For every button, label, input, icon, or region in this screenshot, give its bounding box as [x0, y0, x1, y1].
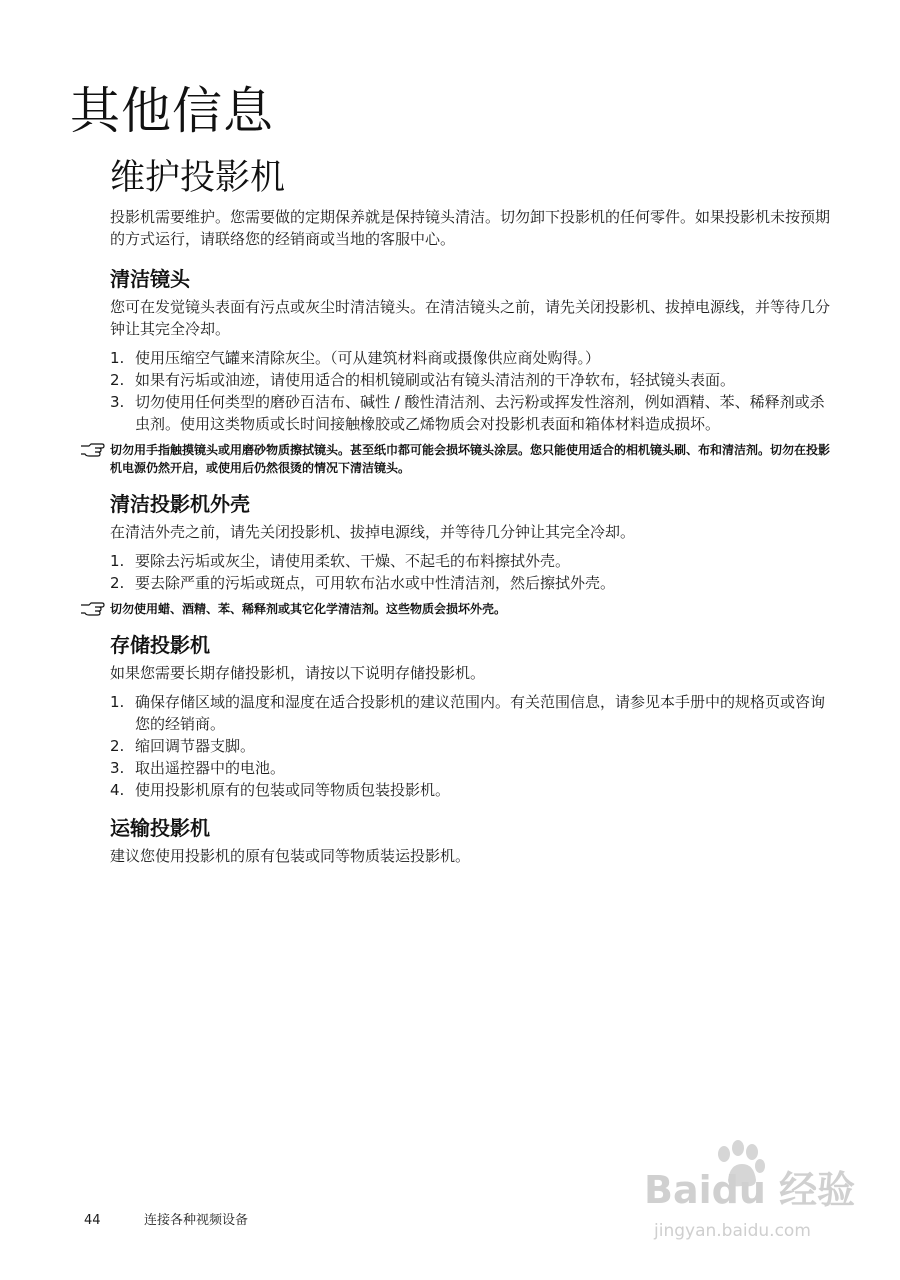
list-item: [110, 550, 832, 572]
section-title: 维护投影机: [110, 158, 286, 198]
baidu-watermark: [644, 1140, 856, 1250]
step-text: 确保存储区域的温度和湿度在适合投影机的建议范围内。有关范围信息，请参见本手册中的规格页或咨询您的经销商。: [135, 693, 826, 733]
transport-heading: 运输投影机: [110, 816, 210, 840]
storage-steps: [110, 691, 832, 801]
step-number: 3.: [110, 393, 125, 411]
pointing-hand-icon: [80, 600, 108, 616]
step-text: 要除去污垢或灰尘，请使用柔软、干燥、不起毛的布料擦拭外壳。: [135, 552, 571, 570]
chapter-title: 其他信息: [70, 82, 274, 140]
step-text: 切勿使用任何类型的磨砂百洁布、碱性 / 酸性清洁剂、去污粉或挥发性溶剂，例如酒精、苯、稀释剂或杀虫剂。使用这类物质或长时间接触橡胶或乙烯物质会对投影机表面和箱体材料造成损坏。: [135, 393, 825, 433]
watermark-logo: Baidu 经验: [644, 1168, 856, 1212]
step-number: 1.: [110, 552, 125, 570]
storage-intro: 如果您需要长期存储投影机，请按以下说明存储投影机。: [110, 664, 486, 682]
step-text: 使用压缩空气罐来清除灰尘。（可从建筑材料商或摄像供应商处购得。）: [135, 349, 601, 367]
step-number: 1.: [110, 693, 125, 711]
step-text: 要去除严重的污垢或斑点，可用软布沾水或中性清洁剂，然后擦拭外壳。: [135, 574, 616, 592]
step-number: 1.: [110, 349, 125, 367]
list-item: [110, 347, 832, 369]
step-number: 2.: [110, 371, 125, 389]
list-item: [110, 757, 832, 779]
step-text: 取出遥控器中的电池。: [135, 759, 286, 777]
step-number: 4.: [110, 781, 125, 799]
list-item: [110, 369, 832, 391]
case-intro: 在清洁外壳之前，请先关闭投影机、拔掉电源线，并等待几分钟让其完全冷却。: [110, 523, 636, 541]
step-number: 2.: [110, 574, 125, 592]
list-item: [110, 735, 832, 757]
note-text: 切勿使用蜡、酒精、苯、稀释剂或其它化学清洁剂。这些物质会损坏外壳。: [110, 602, 507, 616]
case-note: [78, 600, 832, 618]
lens-heading: 清洁镜头: [110, 267, 190, 291]
list-item: [110, 779, 832, 801]
storage-heading: 存储投影机: [110, 633, 210, 657]
list-item: [110, 572, 832, 594]
watermark-url: jingyan.baidu.com: [654, 1221, 811, 1241]
step-number: 2.: [110, 737, 125, 755]
list-item: [110, 391, 832, 435]
note-text: 切勿用手指触摸镜头或用磨砂物质擦拭镜头。甚至纸巾都可能会损坏镜头涂层。您只能使用适合的相机镜头刷、布和清洁剂。切勿在投影机电源仍然开启，或使用后仍然很烫的情况下清洁镜头。: [110, 443, 831, 475]
case-heading: 清洁投影机外壳: [110, 492, 250, 516]
step-number: 3.: [110, 759, 125, 777]
intro-paragraph: 投影机需要维护。您需要做的定期保养就是保持镜头清洁。切勿卸下投影机的任何零件。如果投影机未按预期的方式运行，请联络您的经销商或当地的客服中心。: [110, 208, 831, 248]
footer-section-title: 连接各种视频设备: [144, 1213, 249, 1228]
list-item: [110, 691, 832, 735]
step-text: 缩回调节器支脚。: [135, 737, 256, 755]
lens-intro: 您可在发觉镜头表面有污点或灰尘时清洁镜头。在清洁镜头之前，请先关闭投影机、拔掉电源线，并等待几分钟让其完全冷却。: [110, 298, 831, 338]
case-steps: [110, 550, 832, 594]
transport-intro: 建议您使用投影机的原有包装或同等物质装运投影机。: [110, 847, 471, 865]
main-content: [110, 206, 832, 867]
step-text: 如果有污垢或油迹，请使用适合的相机镜刷或沾有镜头清洁剂的干净软布，轻拭镜头表面。: [135, 371, 736, 389]
pointing-hand-icon: [80, 441, 108, 457]
step-text: 使用投影机原有的包装或同等物质包装投影机。: [135, 781, 451, 799]
page-number: 44: [84, 1213, 101, 1228]
lens-steps: [110, 347, 832, 435]
lens-note: [78, 441, 832, 477]
